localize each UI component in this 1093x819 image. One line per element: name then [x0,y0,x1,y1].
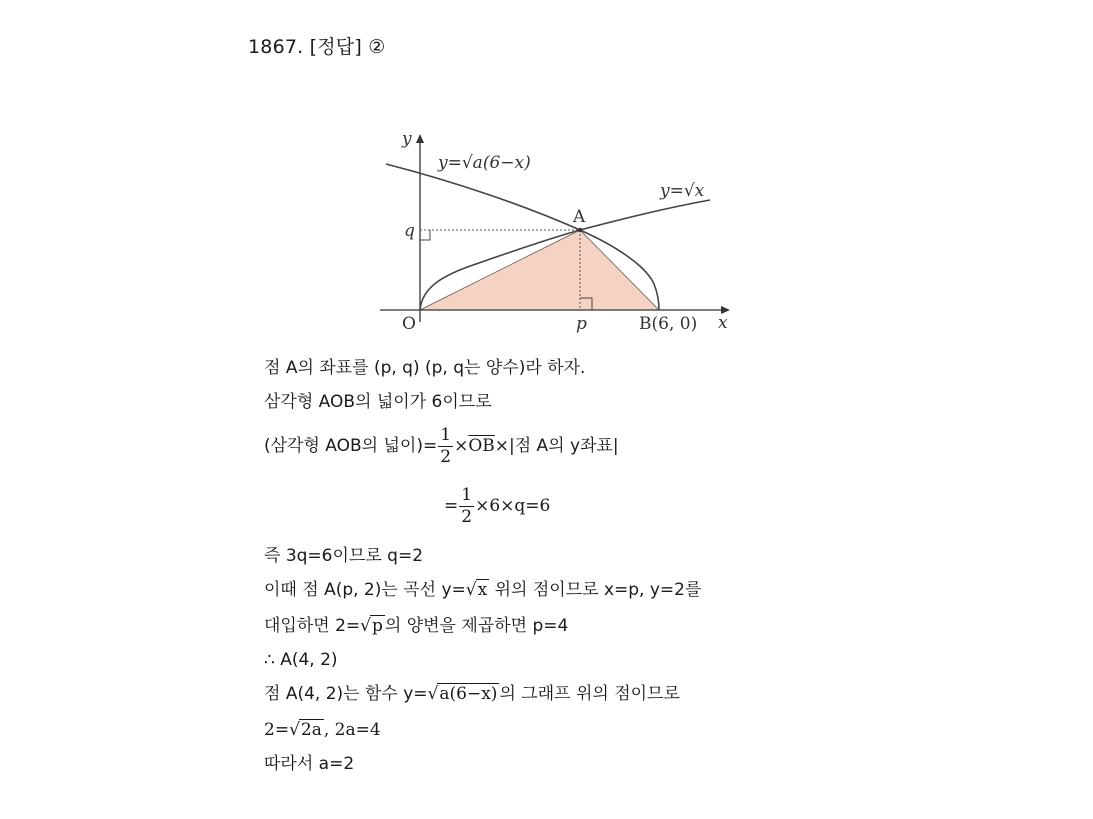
graph-svg [376,126,740,338]
fraction-half-2 [459,486,474,526]
equals-symbol: = [444,496,459,517]
solution-line-10 [264,722,381,739]
sqrt-2a-radicand: 2a [300,720,322,740]
solution-line-8: ∴ A(4, 2) [264,650,338,670]
curve-a-label: y=√a(6−x) [438,153,531,173]
point-b-label: B(6, 0) [639,314,698,334]
sqrt-x-radicand: x [477,580,488,600]
curve-b-label: y=√x [660,181,705,201]
solution-line-4 [444,486,550,526]
solution-line-7 [264,618,568,635]
sqrt-p: √p [360,616,383,636]
line7-prefix: 대입하면 2= [264,616,361,636]
fraction-denominator: 2 [440,446,452,467]
solution-line-2: 삼각형 AOB의 넓이가 6이므로 [264,392,492,412]
line9-prefix: 점 A(4, 2)는 함수 y= [264,684,428,704]
area-equation-tail: ×6×q=6 [475,496,551,517]
times-symbol: × [454,436,469,457]
fraction-numerator-2: 1 [461,485,473,505]
fraction-numerator: 1 [440,425,452,445]
point-a [578,228,582,232]
p-label: p [576,314,587,334]
line6-suffix: 위의 점이므로 x=p, y=2를 [489,580,702,600]
point-a-label: A [573,207,586,227]
problem-header: 1867. [정답] ② [248,36,386,58]
y-axis-arrow [416,134,424,143]
origin-label: O [402,314,416,334]
solution-line-6 [264,582,701,599]
area-expression-label: (삼각형 AOB의 넓이)= [264,436,438,457]
solution-line-1: 점 A의 좌표를 (p, q) (p, q는 양수)라 하자. [264,358,586,378]
line9-suffix: 의 그래프 위의 점이므로 [499,684,680,704]
line7-suffix: 의 양변을 제곱하면 p=4 [384,616,569,636]
y-axis-label: y [402,129,412,149]
right-angle-mark-q [420,230,430,240]
solution-line-3 [264,426,619,466]
fraction-half [438,426,453,466]
sqrt-a-radicand: a(6−x) [439,684,498,704]
solution-line-11: 따라서 a=2 [264,754,355,774]
sqrt-x: √x [465,580,488,600]
area-expression-tail: ×|점 A의 y좌표| [494,436,619,457]
graph-figure [376,126,740,338]
solution-line-9 [264,686,680,703]
segment-ob: $\overline{OB}$ [468,436,495,457]
sqrt-a-6-minus-x: √a(6−x) [427,684,498,704]
line10-prefix: 2= [264,720,290,740]
line10-suffix: , 2a=4 [323,720,381,740]
fraction-denominator-2: 2 [461,506,473,527]
solution-line-5: 즉 3q=6이므로 q=2 [264,546,424,566]
line6-prefix: 이때 점 A(p, 2)는 곡선 y= [264,580,466,600]
q-label: q [404,221,415,241]
sqrt-p-radicand: p [372,616,383,636]
x-axis-label: x [718,313,728,333]
sqrt-2a: √2a [289,720,322,740]
